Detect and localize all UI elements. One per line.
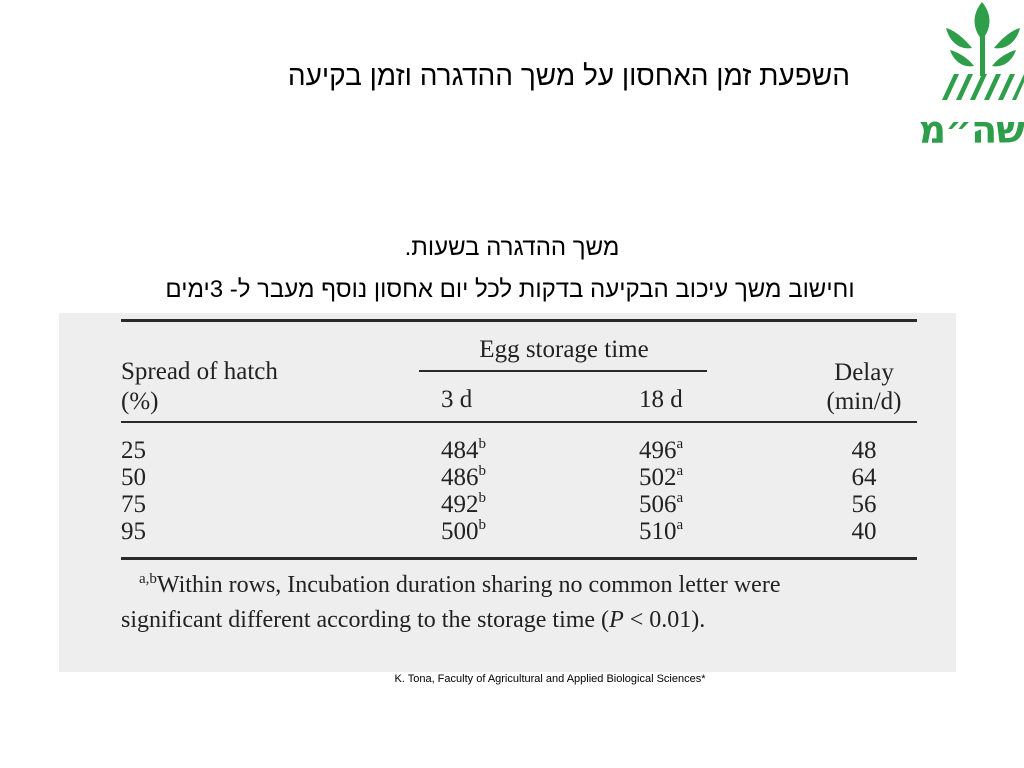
- subtitle-line-2: וחישוב משך עיכוב הבקיעה בדקות לכל יום אחסון נוסף מעבר ל- 3ימים: [165, 276, 855, 303]
- page-title: השפעת זמן האחסון על משך ההדגרה וזמן בקיעה: [287, 60, 850, 91]
- data-table: [59, 313, 956, 672]
- table-row-1-3d: 484$^b$: [441, 436, 486, 464]
- table-bottom-rule: [121, 557, 917, 560]
- subtitle-line-1: משך ההדגרה בשעות.: [404, 234, 620, 261]
- table-row-2-18d: 502$^a$: [639, 463, 684, 491]
- col1-header-line1: Spread of hatch: [121, 358, 278, 385]
- table-row-1-delay: 48: [851, 437, 877, 464]
- group-header: Egg storage time: [479, 336, 649, 363]
- source-credit: K. Tona, Faculty of Agricultural and Applied Biological Sciences*: [394, 673, 706, 685]
- col3-header: 18 d: [639, 386, 683, 413]
- header-bottom-rule: [121, 421, 917, 423]
- col2-header: 3 d: [441, 386, 473, 413]
- table-row-3-18d: 506$^a$: [639, 490, 684, 518]
- table-row-3-spread: 75: [121, 491, 146, 518]
- footnote-line-1: $^{a,b}$Within rows, Incubation duration sharing no common letter were: [139, 571, 781, 598]
- table-row-3-3d: 492$^b$: [441, 490, 486, 518]
- footnote-line-2: significant different according to the storage time (P < 0.01).: [121, 607, 706, 633]
- table-row-1-spread: 25: [121, 437, 146, 464]
- table-footnote: [121, 569, 931, 636]
- table-row-2-3d: 486$^b$: [441, 463, 486, 491]
- table-row-3-delay: 56: [851, 491, 877, 518]
- table-row-4-18d: 510$^a$: [639, 517, 684, 545]
- col4-header-line1: Delay: [834, 359, 894, 386]
- table-row-2-delay: 64: [851, 464, 877, 491]
- table-row-4-3d: 500$^b$: [441, 517, 486, 545]
- group-header-rule: [419, 370, 707, 372]
- logo-text: שה״מ: [918, 108, 1024, 152]
- table-top-rule: [121, 319, 917, 322]
- col4-header-line2: (min/d): [826, 388, 902, 415]
- table-row-4-spread: 95: [121, 518, 146, 545]
- col1-header-line2: (%): [121, 388, 159, 415]
- table-row-4-delay: 40: [851, 518, 877, 545]
- table-row-2-spread: 50: [121, 464, 146, 491]
- table-row-1-18d: 496$^a$: [639, 436, 684, 464]
